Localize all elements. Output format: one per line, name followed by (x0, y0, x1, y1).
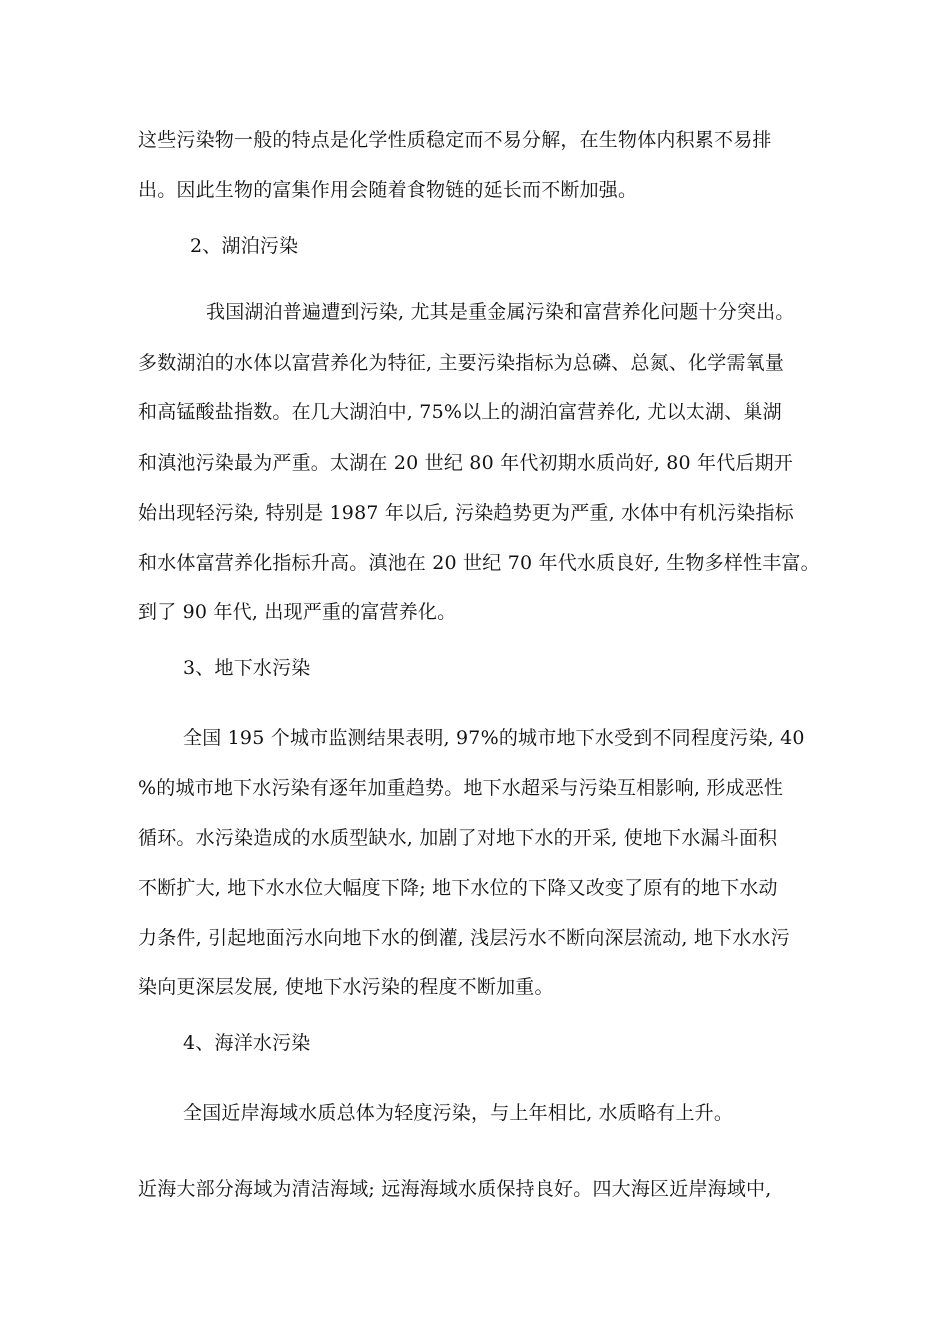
paragraph-3-line-1: 全国 195 个城市监测结果表明, 97%的城市地下水受到不同程度污染, 40 (183, 727, 805, 749)
paragraph-3-line-2: %的城市地下水污染有逐年加重趋势。地下水超采与污染互相影响, 形成恶性 (138, 777, 784, 799)
paragraph-1-line-1: 这些污染物一般的特点是化学性质稳定而不易分解，在生物体内积累不易排 (138, 129, 772, 151)
paragraph-2-line-5: 始出现轻污染, 特别是 1987 年以后, 污染趋势更为严重, 水体中有机污染指标 (138, 502, 794, 524)
paragraph-3-line-3: 循环。水污染造成的水质型缺水, 加剧了对地下水的开采, 使地下水漏斗面积 (138, 827, 778, 849)
paragraph-2-line-2: 多数湖泊的水体以富营养化为特征, 主要污染指标为总磷、总氮、化学需氧量 (138, 352, 785, 374)
heading-ocean-pollution: 4、海洋水污染 (183, 1032, 311, 1054)
paragraph-3-line-5: 力条件, 引起地面污水向地下水的倒灌, 浅层污水不断向深层流动, 地下水水污 (138, 927, 790, 949)
paragraph-1-line-2: 出。因此生物的富集作用会随着食物链的延长而不断加强。 (138, 179, 638, 201)
heading-lake-pollution: 2、湖泊污染 (190, 235, 299, 257)
paragraph-2-line-3: 和高锰酸盐指数。在几大湖泊中, 75%以上的湖泊富营养化, 尤以太湖、巢湖 (138, 401, 782, 423)
paragraph-5-line-1: 近海大部分海域为清洁海域; 远海海域水质保持良好。四大海区近岸海域中, (138, 1178, 772, 1200)
paragraph-3-line-4: 不断扩大, 地下水水位大幅度下降; 地下水位的下降又改变了原有的地下水动 (138, 877, 778, 899)
paragraph-2-line-4: 和滇池污染最为严重。太湖在 20 世纪 80 年代初期水质尚好, 80 年代后期开 (138, 452, 794, 474)
paragraph-2-line-6: 和水体富营养化指标升高。滇池在 20 世纪 70 年代水质良好, 生物多样性丰富。 (138, 552, 820, 574)
paragraph-2-line-7: 到了 90 年代, 出现严重的富营养化。 (138, 601, 457, 623)
paragraph-4-line-1: 全国近岸海域水质总体为轻度污染，与上年相比, 水质略有上升。 (183, 1102, 734, 1124)
paragraph-2-line-1: 我国湖泊普遍遭到污染, 尤其是重金属污染和富营养化问题十分突出。 (206, 301, 795, 323)
paragraph-3-line-6: 染向更深层发展, 使地下水污染的程度不断加重。 (138, 976, 554, 998)
heading-groundwater-pollution: 3、地下水污染 (183, 657, 311, 679)
